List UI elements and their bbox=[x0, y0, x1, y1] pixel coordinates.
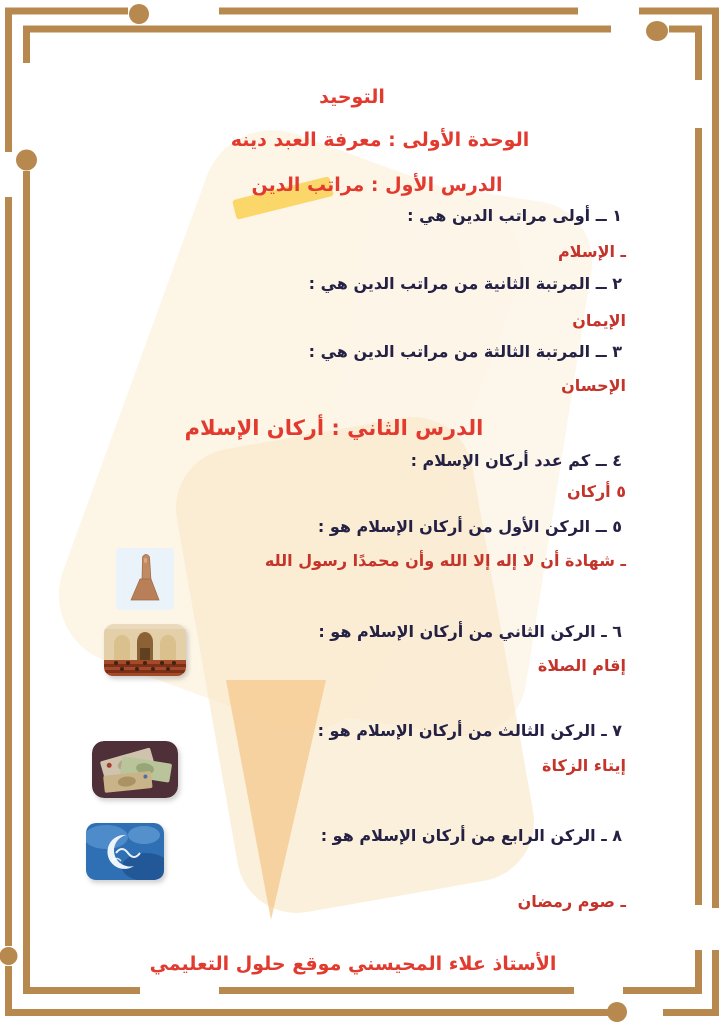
question-5: ٥ ــ الركن الأول من أركان الإسلام هو : bbox=[317, 517, 622, 536]
question-4: ٤ ــ كم عدد أركان الإسلام : bbox=[410, 451, 622, 470]
question-3: ٣ ــ المرتبة الثالثة من مراتب الدين هي : bbox=[308, 342, 622, 361]
shahada-finger-image bbox=[116, 548, 174, 610]
answer-8: ـ صوم رمضان bbox=[517, 892, 626, 911]
answer-1: ـ الإسلام bbox=[557, 242, 626, 261]
unit-heading: الوحدة الأولى : معرفة العبد دينه bbox=[230, 129, 530, 151]
lesson2-heading: الدرس الثاني : أركان الإسلام bbox=[184, 416, 484, 440]
answer-7: إيتاء الزكاة bbox=[542, 756, 626, 775]
answer-2: الإيمان bbox=[572, 311, 626, 330]
question-7: ٧ ـ الركن الثالث من أركان الإسلام هو : bbox=[317, 721, 622, 740]
question-2: ٢ ــ المرتبة الثانية من مراتب الدين هي : bbox=[308, 274, 622, 293]
footer-credit: الأستاذ علاء المحيسني موقع حلول التعليمي bbox=[149, 953, 557, 975]
zakat-money-image bbox=[92, 741, 178, 798]
answer-5: ـ شهادة أن لا إله إلا الله وأن محمدًا رسول الله bbox=[264, 551, 626, 570]
question-6: ٦ ـ الركن الثاني من أركان الإسلام هو : bbox=[318, 622, 622, 641]
answer-3: الإحسان bbox=[561, 376, 626, 395]
mosque-prayer-image bbox=[104, 624, 186, 676]
ramadan-calligraphy-image bbox=[86, 823, 164, 880]
answer-6: إقام الصلاة bbox=[537, 656, 626, 675]
question-8: ٨ ـ الركن الرابع من أركان الإسلام هو : bbox=[320, 826, 622, 845]
question-1: ١ ــ أولى مراتب الدين هي : bbox=[407, 206, 622, 225]
page-title: التوحيد bbox=[319, 86, 385, 108]
lesson1-heading: الدرس الأول : مراتب الدين bbox=[251, 174, 503, 196]
answer-4: ٥ أركان bbox=[567, 482, 626, 501]
